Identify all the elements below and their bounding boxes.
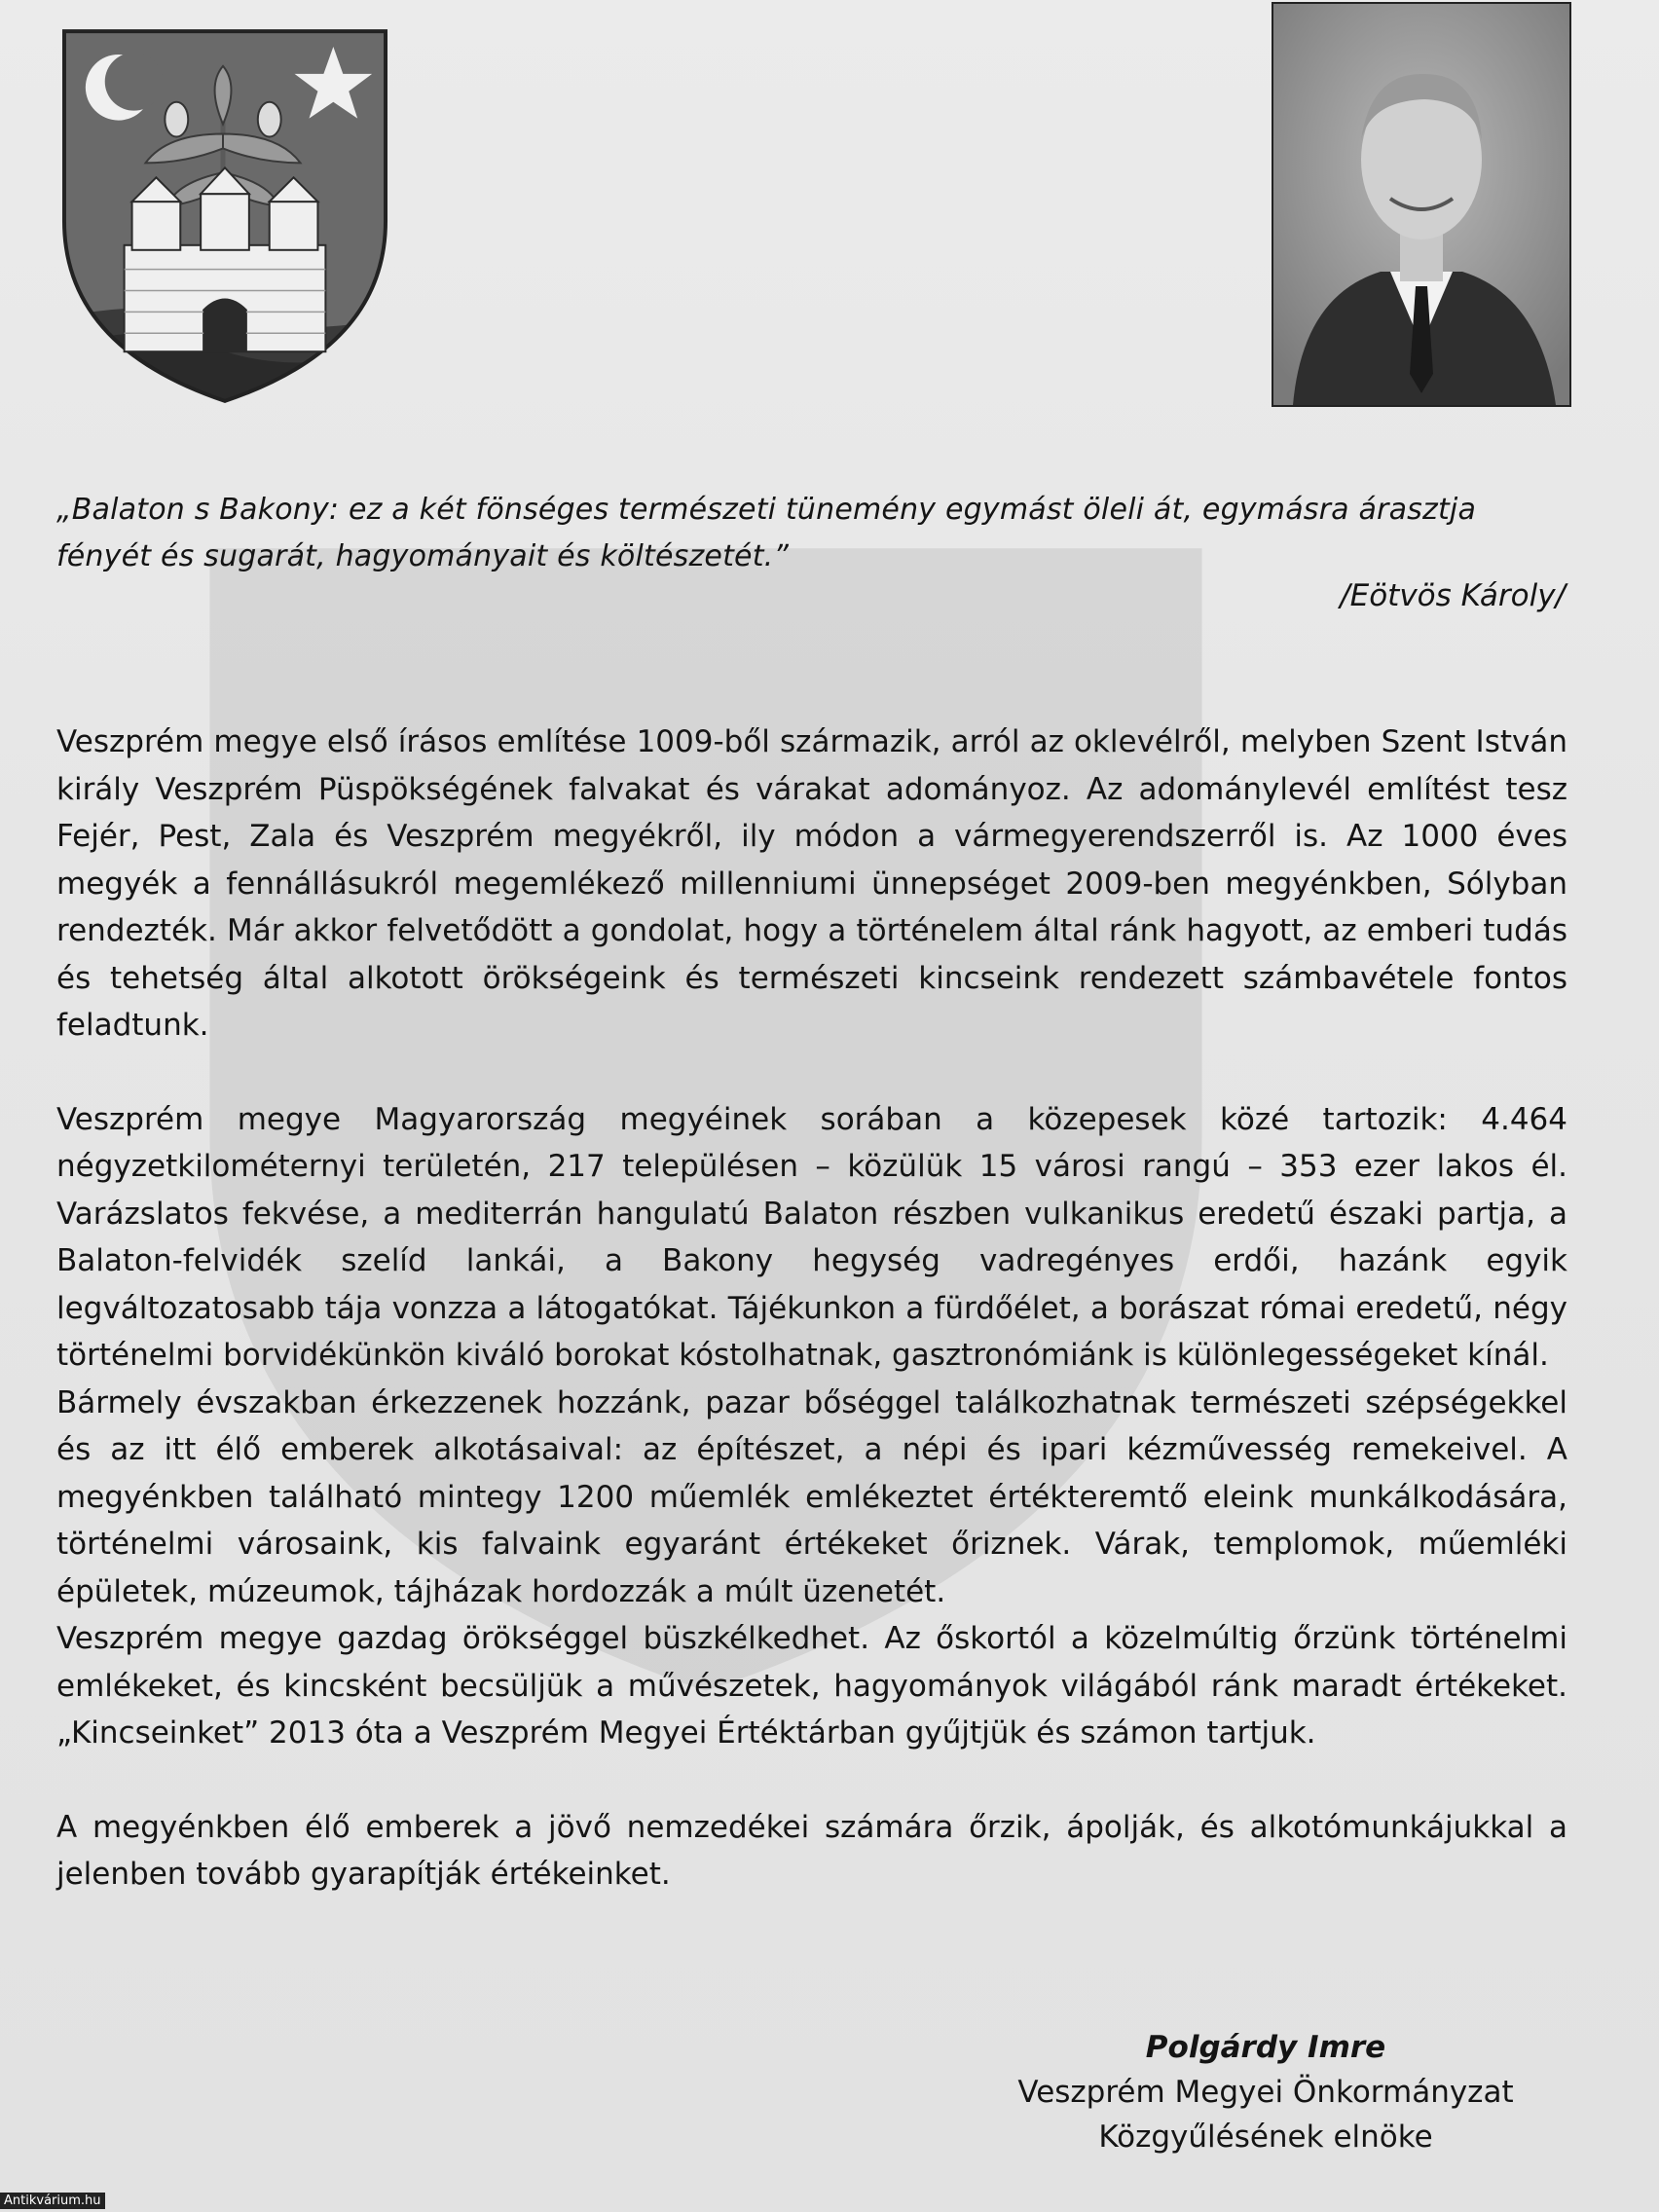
quote-author: /Eötvös Károly/	[1340, 578, 1566, 613]
castle-icon	[125, 167, 326, 351]
paragraph: A megyénkben élő emberek a jövő nemzedékei számára őrzik, ápolják, és alkotómunkájukkal a jelenben tovább gyarapítják értékeinket.	[56, 1809, 1567, 1892]
source-credit: Antikvárium.hu	[0, 2193, 105, 2209]
signatory-organization: Veszprém Megyei Önkormányzat	[1017, 2075, 1514, 2110]
opening-quote: „Balaton s Bakony: ez a két fönséges természeti tünemény egymást öleli át, egymásra árasztja fényét és sugarát, hagyományait és költészetét.”	[56, 493, 1477, 573]
paragraph: Veszprém megye első írásos említése 1009-ből származik, arról az oklevélről, melyben Szent István király Veszprém Püspökségének falvakat és várakat adományoz. Az adománylevél említést tesz Fejér, Pest, Zala és Veszprém megyékről, ily módon a vármegyerendszerről is. Az 1000 éves megyék a fennállásukról megemlékező millenniumi ünnepséget 2009-ben megyénkben, Sólyban rendezték. Már akkor felvetődött a gondolat, hogy a történelem által ránk hagyott, az emberi tudás és tehetség által alkotott örökségeink és természeti kincseink rendezett számbavétele fontos feladtunk.	[56, 724, 1567, 1043]
veszprem-county-coat-of-arms	[60, 27, 389, 405]
paragraph: Veszprém megye gazdag örökséggel büszkélkedhet. Az őskortól a közelmúltig őrzünk történelmi emlékeket, és kincsként becsüljük a művészetek, hagyományok világából ránk maradt értékeket. „Kincseinket” 2013 óta a Veszprém Megyei Értéktárban gyűjtjük és számon tartjuk.	[56, 1621, 1567, 1751]
signature-block	[974, 2025, 1558, 2159]
paragraph: Bármely évszakban érkezzenek hozzánk, pazar bőséggel találkozhatnak természeti szépségekkel és az itt élő emberek alkotásaival: az építészet, a népi és ipari kézművesség remekeivel. A megyénkben található mintegy 1200 műemlék emlékeztet értékteremtő eleink munkálkodására, történelmi városaink, kis falvaink egyaránt értékeket őriznek. Várak, templomok, műemléki épületek, múzeumok, tájházak hordozzák a múlt üzenetét.	[56, 1384, 1567, 1609]
foreword-body	[56, 719, 1567, 1899]
signatory-title: Közgyűlésének elnöke	[1098, 2120, 1433, 2155]
signatory-name: Polgárdy Imre	[1145, 2030, 1386, 2065]
paragraph: Veszprém megye Magyarország megyéinek sorában a közepesek közé tartozik: 4.464 négyzetkilométernyi területén, 217 településen – közülük 15 városi rangú – 353 ezer lakos él. Varázslatos fekvése, a mediterrán hangulatú Balaton részben vulkanikus eredetű északi partja, a Balaton-felvidék szelíd lankái, a Bakony hegység vadregényes erdői, hazánk egyik legváltozatosabb tája vonzza a látogatókat. Tájékunkon a fürdőélet, a borászat római eredetű, négy történelmi borvidékünkön kiváló borokat kóstolhatnak, gasztronómiánk is különlegességeket kínál.	[56, 1101, 1567, 1373]
author-portrait-photo	[1272, 2, 1571, 407]
